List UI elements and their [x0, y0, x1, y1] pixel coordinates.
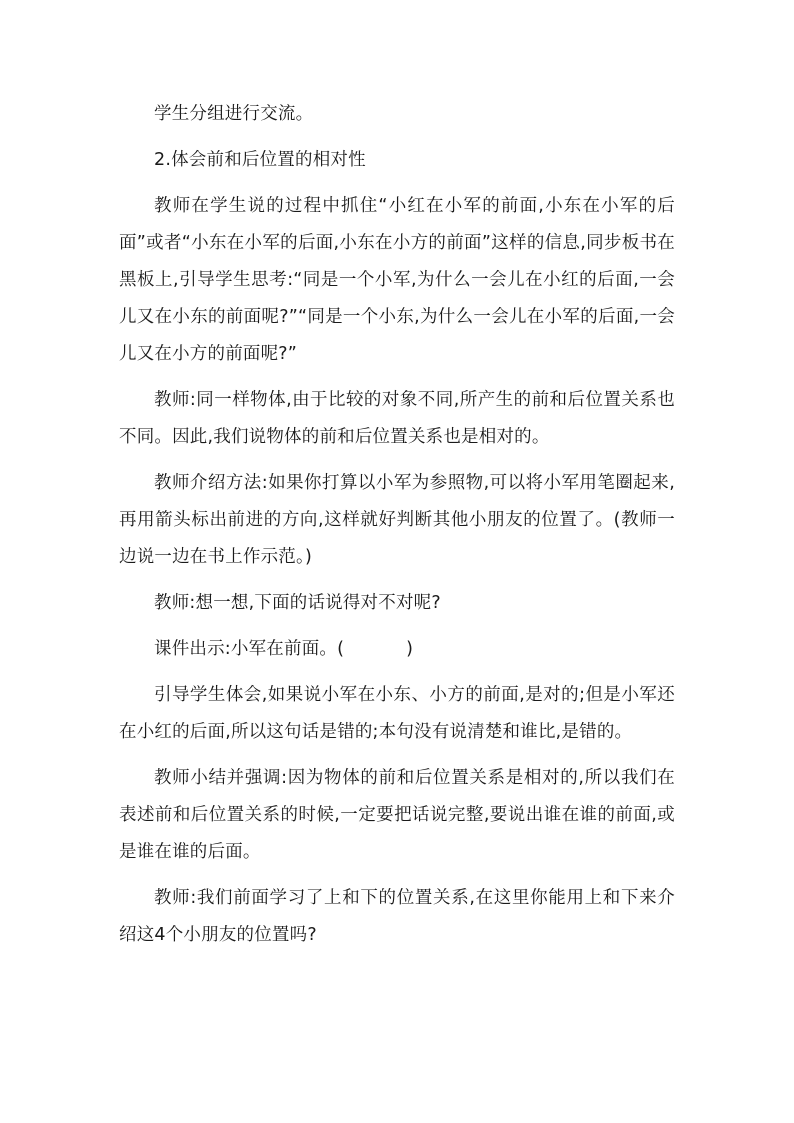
- document-body: [119, 96, 675, 963]
- paragraph-courseware-question: [119, 631, 675, 668]
- paragraph-method-introduction: 教师介绍方法:如果你打算以小军为参照物,可以将小军用笔圈起来,再用箭头标出前进的方向,这样就好判断其他小朋友的位置了。(教师一边说一边在书上作示范。): [119, 473, 675, 567]
- paragraph-group-discussion: 学生分组进行交流。: [154, 104, 314, 124]
- paragraph-guided-understanding: 引导学生体会,如果说小军在小东、小方的前面,是对的;但是小军还在小红的后面,所以这句话是错的;本句没有说清楚和谁比,是错的。: [119, 685, 675, 742]
- paragraph-teacher-summary: 教师小结并强调:因为物体的前和后位置关系是相对的,所以我们在表述前和后位置关系的时候,一定要把话说完整,要说出谁在谁的前面,或是谁在谁的后面。: [119, 768, 675, 862]
- paragraph-question-prompt: 教师:想一想,下面的话说得对不对呢?: [154, 593, 441, 613]
- paragraph-relativity-explanation: 教师:同一样物体,由于比较的对象不同,所产生的前和后位置关系也不同。因此,我们说物体的前和后位置关系也是相对的。: [119, 390, 675, 447]
- paragraph-teacher-guidance: 教师在学生说的过程中抓住“小红在小军的前面,小东在小军的后面”或者“小东在小军的后面,小东在小方的前面”这样的信息,同步板书在黑板上,引导学生思考:“同是一个小军,为什么一会儿在小红的后面,一会儿又在小东的前面呢?”“同是一个小东,为什么一会儿在小军的后面,一会儿又在小方的前面呢?”: [119, 196, 675, 364]
- courseware-question-text: 课件出示:小军在前面。(: [154, 639, 345, 659]
- paragraph-up-down-prompt: 教师:我们前面学习了上和下的位置关系,在这里你能用上和下来介绍这4个小朋友的位置吗?: [119, 888, 675, 945]
- courseware-question-close: ): [406, 639, 414, 659]
- section-heading: 2.体会前和后位置的相对性: [154, 150, 366, 170]
